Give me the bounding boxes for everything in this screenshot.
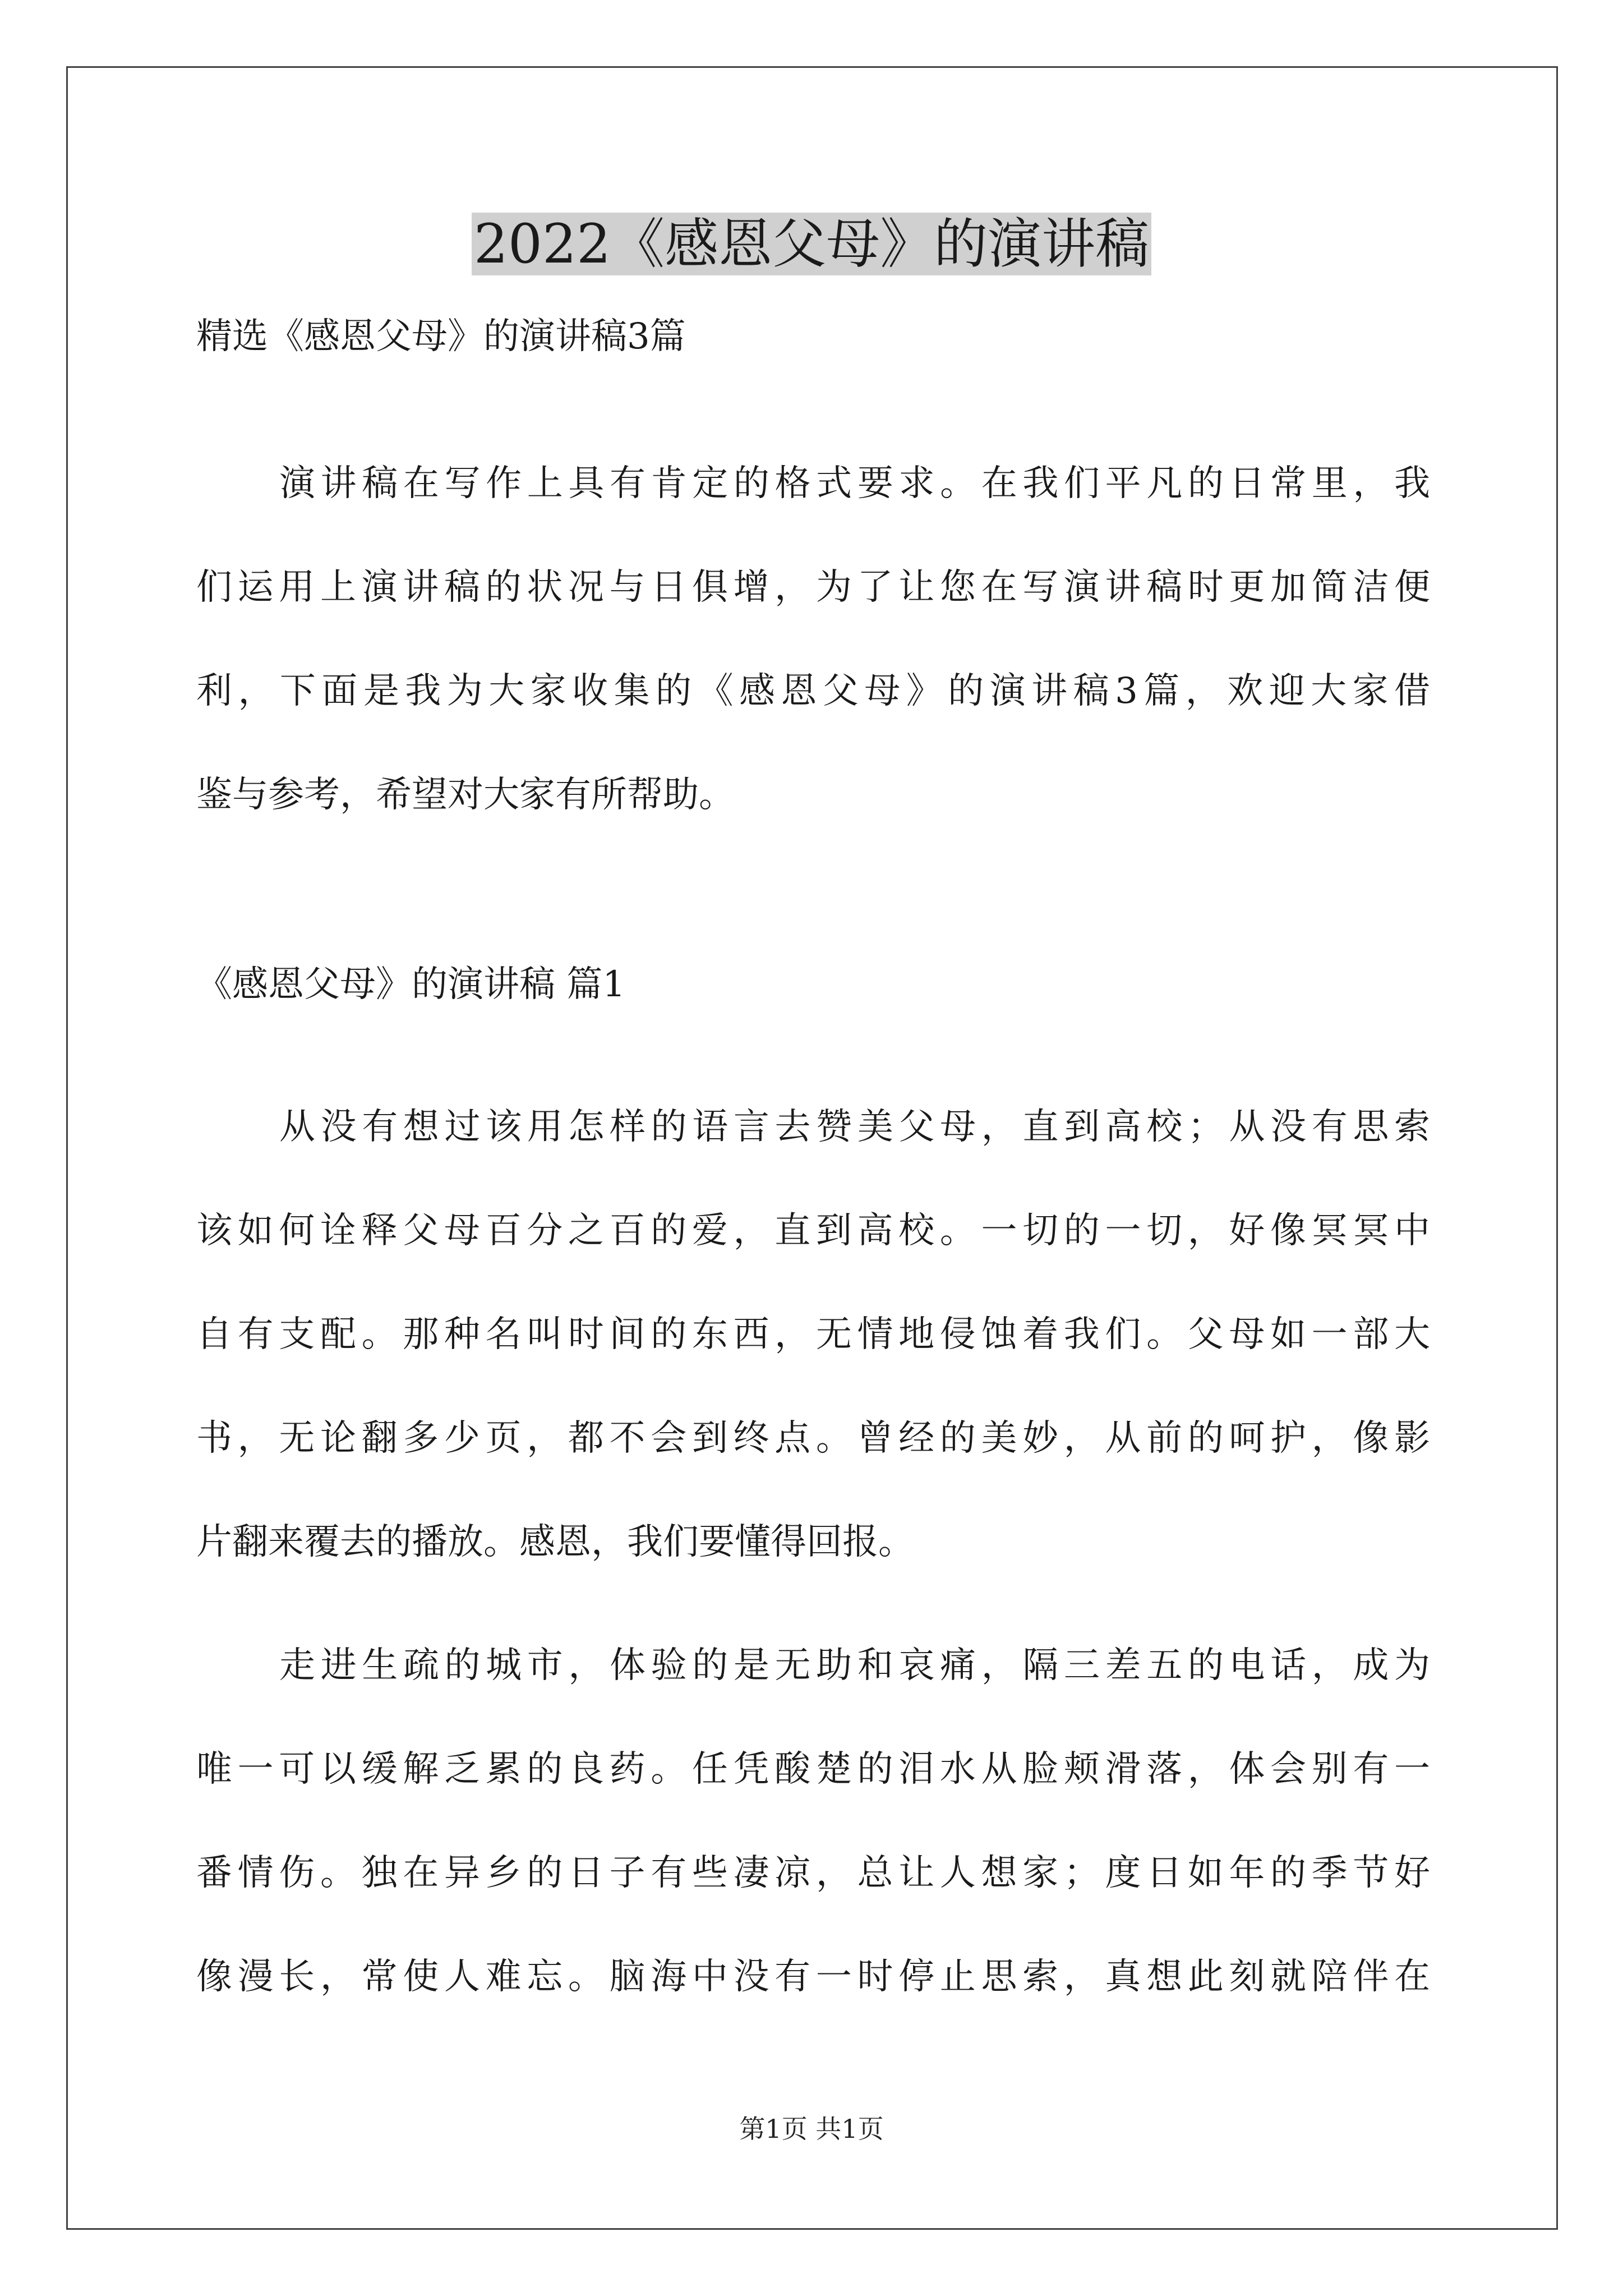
paragraph-line: 利，下面是我为大家收集的《感恩父母》的演讲稿3篇，欢迎大家借 xyxy=(196,670,1430,712)
body-paragraph-1 xyxy=(196,1075,1430,1594)
paragraph-line: 片翻来覆去的播放。感恩，我们要懂得回报。 xyxy=(196,1521,914,1563)
paragraph-line: 像漫长，常使人难忘。脑海中没有一时停止思索，真想此刻就陪伴在 xyxy=(196,1956,1430,1998)
intro-paragraph xyxy=(196,432,1430,847)
paragraph-line: 书，无论翻多少页，都不会到终点。曾经的美妙，从前的呵护，像影 xyxy=(196,1418,1430,1459)
paragraph-line: 走进生疏的城市，体验的是无助和哀痛，隔三差五的电话，成为 xyxy=(279,1645,1430,1686)
section-heading: 《感恩父母》的演讲稿 篇1 xyxy=(196,964,626,1005)
document-title-text: 2022《感恩父母》的演讲稿 xyxy=(472,213,1151,275)
body-paragraph-2 xyxy=(196,1614,1430,2029)
paragraph-line: 番情伤。独在异乡的日子有些凄凉，总让人想家；度日如年的季节好 xyxy=(196,1852,1430,1894)
paragraph-line: 鉴与参考，希望对大家有所帮助。 xyxy=(196,774,735,816)
page-footer: 第1页 共1页 xyxy=(739,2114,884,2144)
paragraph-line: 唯一可以缓解乏累的良药。任凭酸楚的泪水从脸颊滑落，体会别有一 xyxy=(196,1749,1430,1790)
paragraph-line: 自有支配。那种名叫时间的东西，无情地侵蚀着我们。父母如一部大 xyxy=(196,1314,1430,1355)
paragraph-line: 演讲稿在写作上具有肯定的格式要求。在我们平凡的日常里，我 xyxy=(279,463,1430,504)
paragraph-line: 们运用上演讲稿的状况与日俱增，为了让您在写演讲稿时更加简洁便 xyxy=(196,567,1430,608)
paragraph-line: 从没有想过该用怎样的语言去赞美父母，直到高校；从没有思索 xyxy=(279,1106,1430,1148)
subtitle: 精选《感恩父母》的演讲稿3篇 xyxy=(196,316,686,357)
document-title xyxy=(0,202,1623,286)
paragraph-line: 该如何诠释父母百分之百的爱，直到高校。一切的一切，好像冥冥中 xyxy=(196,1210,1430,1251)
